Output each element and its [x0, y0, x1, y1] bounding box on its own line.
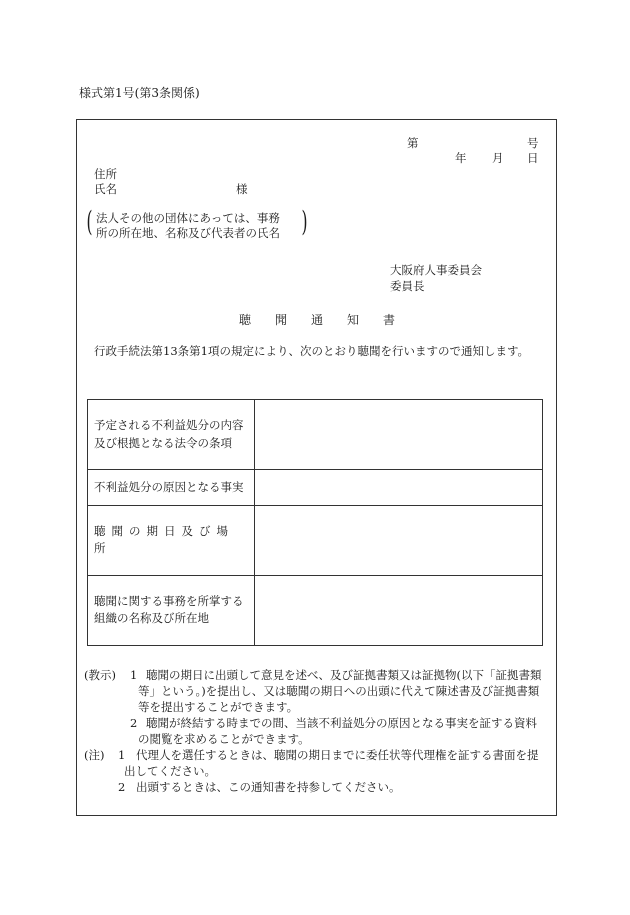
address-label: 住所	[94, 167, 117, 181]
date-month: 月	[492, 151, 504, 165]
row-label-date-place	[88, 505, 255, 575]
row-value-disposition[interactable]	[255, 400, 543, 470]
kyoji-1-num: 1	[130, 668, 138, 682]
chu-2-text: 出頭するときは、この通知書を持参してください。	[136, 780, 401, 794]
row-label-facts	[88, 470, 255, 506]
table-row	[88, 575, 543, 645]
chu-label: (注)	[84, 748, 105, 762]
kyoji-2-line2	[84, 731, 554, 747]
row-label-disposition	[88, 400, 255, 470]
row-label-line: 聴聞に関する事務を所掌する	[94, 593, 244, 608]
hearing-details-table	[87, 399, 543, 646]
row-label-line: 及び根拠となる法令の条項	[94, 435, 232, 450]
kyoji-2-line1	[84, 715, 554, 731]
kyoji-2-num: 2	[130, 716, 138, 730]
chu-2-line1	[84, 779, 554, 795]
kyoji-1-line3	[84, 699, 554, 715]
kyoji-1-line1	[84, 667, 554, 683]
kyoji-1-text: 等」という。)を提出し、又は聴聞の期日への出頭に代えて陳述書及び証拠書類	[138, 684, 540, 698]
row-label-line: 組織の名称及び所在地	[94, 611, 209, 626]
row-label-line: 予定される不利益処分の内容	[94, 417, 244, 432]
left-paren: (	[86, 205, 93, 238]
kyoji-2-text: の閲覧を求めることができます。	[138, 732, 310, 746]
row-label-line: 不利益処分の原因となる事実	[94, 479, 244, 494]
chu-2-num: 2	[118, 780, 126, 794]
number-suffix: 号	[527, 136, 539, 150]
kyoji-label: (教示)	[84, 668, 116, 682]
honorific: 様	[236, 182, 248, 196]
date-year: 年	[455, 151, 467, 165]
row-value-organization[interactable]	[255, 575, 543, 645]
chu-1-line1	[84, 747, 554, 763]
kyoji-1-text: 聴聞の期日に出頭して意見を述べ、及び証拠書類又は証拠物(以下「証拠書類	[146, 668, 542, 682]
row-label-organization	[88, 575, 255, 645]
kyoji-2-text: 聴聞が終結する時までの間、当該不利益処分の原因となる事実を証する資料	[146, 716, 537, 730]
number-prefix: 第	[407, 136, 419, 150]
issuer-chair: 委員長	[390, 279, 425, 293]
chu-1-text: 出してください。	[124, 764, 216, 778]
corporate-note-line1: 法人その他の団体にあっては、事務	[96, 211, 280, 225]
notes-section	[84, 667, 554, 795]
row-value-facts[interactable]	[255, 470, 543, 506]
table-row	[88, 470, 543, 506]
chu-1-line2	[84, 763, 554, 779]
table-row	[88, 400, 543, 470]
corporate-note-line2: 所の所在地、名称及び代表者の氏名	[96, 226, 280, 240]
kyoji-1-line2	[84, 683, 554, 699]
chu-1-text: 代理人を選任するときは、聴聞の期日までに委任状等代理権を証する書面を提	[136, 748, 539, 762]
intro-text: 行政手続法第13条第1項の規定により、次のとおり聴聞を行いますので通知します。	[94, 344, 530, 358]
form-label: 様式第1号(第3条関係)	[79, 86, 200, 100]
date-day: 日	[527, 151, 539, 165]
table-row	[88, 505, 543, 575]
issuer-committee: 大阪府人事委員会	[390, 263, 482, 277]
kyoji-1-text: 等を提出することができます。	[138, 700, 299, 714]
right-paren: )	[301, 205, 308, 238]
chu-1-num: 1	[118, 748, 126, 762]
name-label: 氏名	[94, 182, 117, 196]
row-value-date-place[interactable]	[255, 505, 543, 575]
document-title: 聴聞通知書	[239, 313, 420, 327]
corporate-note	[88, 207, 306, 240]
row-label-line: 聴聞の期日及び場所	[94, 523, 234, 556]
